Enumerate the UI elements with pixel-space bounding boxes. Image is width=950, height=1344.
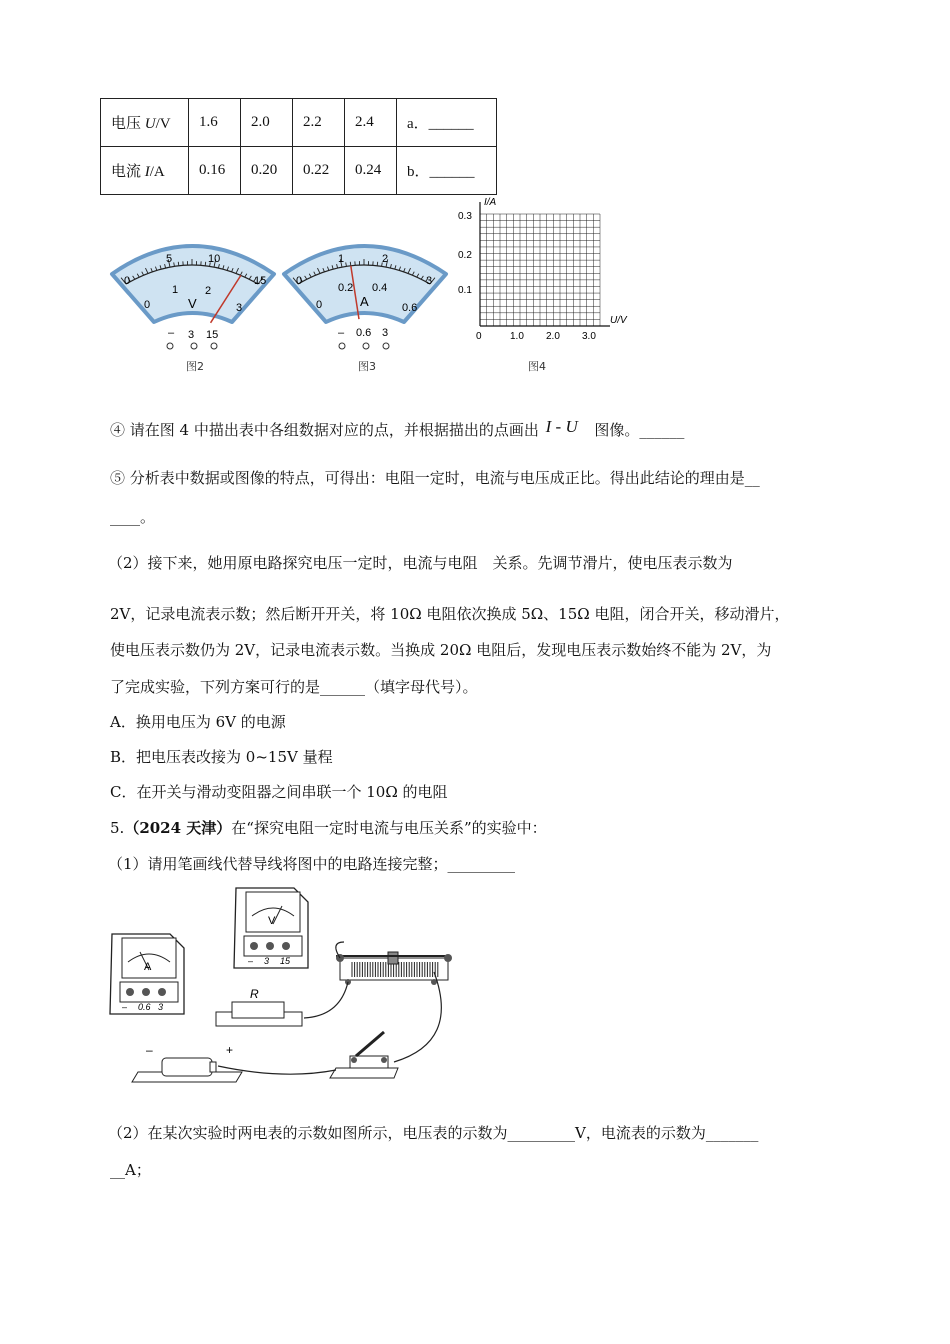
- terminal-label: 3: [382, 327, 389, 339]
- scale-tick: [350, 262, 351, 266]
- scale-tick: [377, 262, 378, 266]
- resistor: [216, 987, 302, 1026]
- top-scale-label: 0: [124, 275, 131, 287]
- bottom-scale-label: 2: [205, 285, 212, 297]
- table-cell: 0.24: [345, 147, 397, 195]
- q4-line: ④ 请在图 4 中描出表中各组数据对应的点，并根据描出的点画出 I - U 图像。______: [110, 417, 685, 439]
- terminal: [211, 343, 217, 349]
- bottom-scale-label: 0.4: [372, 282, 388, 294]
- option-b[interactable]: B．把电压表改接为 0~15V 量程: [110, 748, 333, 766]
- terminal: [339, 343, 345, 349]
- y-tick-label: 0.2: [458, 250, 472, 261]
- bottom-scale-label: 0: [316, 299, 323, 311]
- bottom-scale-label: 0.2: [338, 282, 354, 294]
- terminal: [383, 343, 389, 349]
- x-axis-label: U/V: [610, 315, 627, 326]
- terminal-label: 0.6: [138, 1002, 151, 1012]
- answer-blank-a[interactable]: a．______: [397, 99, 497, 147]
- paragraph-line: （2）接下来，她用原电路探究电压一定时，电流与电阻 关系。先调节滑片，使电压表示数为: [108, 554, 733, 572]
- figure-caption: 图3: [358, 360, 376, 373]
- paragraph-line: 使电压表示数仍为 2V，记录电流表示数。当换成 20Ω 电阻后，发现电压表示数始终不能为 2V，为: [110, 641, 772, 659]
- question-source: （2024 天津）: [124, 819, 232, 837]
- circuit-figure: [104, 882, 464, 1092]
- terminal: [191, 343, 197, 349]
- meter-body: [284, 246, 446, 322]
- terminal-label: 0.6: [356, 327, 372, 339]
- top-scale-label: 5: [166, 253, 173, 265]
- bottom-scale-label: 0.6: [402, 302, 418, 314]
- table-row: [101, 99, 497, 147]
- top-scale-label: 10: [208, 253, 221, 265]
- ammeter-device: [110, 934, 184, 1014]
- voltmeter-label: V: [268, 915, 276, 927]
- sub-question: （2）在某次实验时两电表的示数如图所示，电压表的示数为_________V，电流表的示数为_______: [108, 1124, 759, 1142]
- option-c[interactable]: C．在开关与滑动变阻器之间串联一个 10Ω 的电阻: [110, 783, 448, 801]
- x-tick-label: 0: [476, 331, 482, 342]
- bottom-scale-label: 0: [144, 299, 151, 311]
- sub-question: （1）请用笔画线代替导线将图中的电路连接完整；_________: [108, 855, 516, 873]
- ammeter-label: A: [144, 961, 152, 973]
- bottom-scale-label: 3: [236, 302, 243, 314]
- battery-plus: +: [226, 1043, 234, 1057]
- top-scale-label: 0: [296, 275, 303, 287]
- ammeter-figure: [276, 238, 456, 358]
- table-cell: 0.20: [241, 147, 293, 195]
- scale-tick: [178, 262, 179, 266]
- terminal-label: –: [338, 327, 345, 339]
- scale-tick: [205, 262, 206, 266]
- y-tick-label: 0.1: [458, 285, 472, 296]
- question-5-header: [110, 818, 547, 838]
- question-stem: 在“探究电阻一定时电流与电压关系”的实验中：: [231, 819, 547, 837]
- table-cell: 2.0: [241, 99, 293, 147]
- terminal-label: –: [248, 956, 254, 966]
- voltage-header-cell: 电压 U/V: [101, 99, 189, 147]
- battery-minus: –: [146, 1043, 153, 1057]
- data-table: [100, 98, 497, 195]
- q4-text: ④ 请在图 4 中描出表中各组数据对应的点，并根据描出的点画出: [110, 421, 539, 439]
- table-row: [101, 147, 497, 195]
- figure-caption: 图2: [186, 360, 204, 373]
- terminal-label: 3: [264, 956, 270, 966]
- q5-line-cont: ____。: [110, 508, 156, 526]
- terminal-label: 3: [158, 1002, 164, 1012]
- option-a[interactable]: A．换用电压为 6V 的电源: [110, 713, 286, 731]
- terminal-label: –: [168, 327, 175, 339]
- figure-caption: 图4: [528, 360, 546, 373]
- table-cell: 0.22: [293, 147, 345, 195]
- voltmeter-figure: [104, 238, 284, 358]
- table-cell: 2.2: [293, 99, 345, 147]
- current-header-cell: 电流 I/A: [101, 147, 189, 195]
- bottom-scale-label: 1: [172, 284, 179, 296]
- top-scale-label: 15: [254, 275, 267, 287]
- table-cell: 0.16: [189, 147, 241, 195]
- terminal-label: 15: [280, 956, 291, 966]
- y-axis-label: I/A: [484, 197, 497, 208]
- paragraph-line: 2V，记录电流表示数；然后断开开关，将 10Ω 电阻依次换成 5Ω、15Ω 电阻，闭合开关，移动滑片，: [110, 605, 790, 623]
- unit-label: A: [360, 294, 369, 309]
- paragraph-line: 了完成实验，下列方案可行的是______（填字母代号）。: [110, 678, 478, 696]
- question-number: 5.: [110, 819, 125, 837]
- q5-line: ⑤ 分析表中数据或图像的特点，可得出：电阻一定时，电流与电压成正比。得出此结论的理由是__: [110, 469, 760, 487]
- table-cell: 2.4: [345, 99, 397, 147]
- switch: [330, 1032, 398, 1078]
- table-cell: 1.6: [189, 99, 241, 147]
- terminal-label: 15: [206, 329, 219, 341]
- voltmeter-device: [234, 888, 308, 968]
- q4-blank[interactable]: 图像。______: [594, 421, 685, 439]
- unit-label: V: [188, 296, 197, 311]
- battery: [132, 1043, 242, 1082]
- terminal: [167, 343, 173, 349]
- terminal: [363, 343, 369, 349]
- top-scale-label: 3: [426, 275, 433, 287]
- y-tick-label: 0.3: [458, 211, 472, 222]
- terminal-label: –: [122, 1002, 128, 1012]
- answer-blank-b[interactable]: b．______: [397, 147, 497, 195]
- x-tick-label: 3.0: [582, 331, 596, 342]
- terminal-label: 3: [188, 329, 195, 341]
- x-tick-label: 1.0: [510, 331, 524, 342]
- top-scale-label: 1: [338, 253, 345, 265]
- grid-chart: [450, 196, 640, 346]
- sliding-rheostat: [336, 952, 452, 985]
- grid-lines: [480, 214, 600, 326]
- top-scale-label: 2: [382, 253, 389, 265]
- sub-question-cont: __A；: [110, 1161, 151, 1179]
- x-tick-label: 2.0: [546, 331, 560, 342]
- resistor-label: R: [250, 987, 259, 1001]
